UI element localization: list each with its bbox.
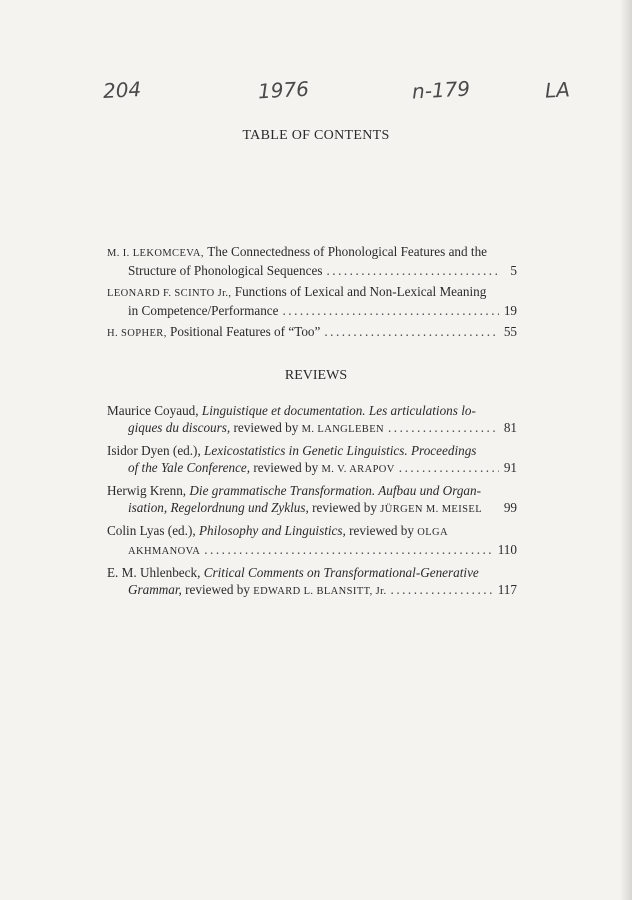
reviews-heading: REVIEWS bbox=[284, 368, 348, 383]
article-title: Positional Features of “Too” bbox=[170, 324, 321, 339]
author: M. I. LEKOMCEVA, bbox=[107, 248, 204, 259]
page-number: 81 bbox=[503, 420, 517, 435]
leader-dots bbox=[388, 419, 499, 436]
book-title: Philosophy and Linguistics, bbox=[198, 523, 346, 538]
review-author: E. M. Uhlenbeck, bbox=[107, 565, 201, 580]
author: H. SOPHER, bbox=[107, 328, 167, 339]
leader-dots bbox=[204, 541, 493, 558]
handwritten-note-1: 204 bbox=[102, 77, 142, 103]
reviewer: EDWARD L. BLANSITT, Jr. bbox=[253, 586, 387, 597]
articles-list bbox=[107, 243, 517, 346]
book-title-cont: giques du discours, bbox=[128, 420, 231, 435]
review-entry bbox=[107, 522, 517, 560]
review-author: Maurice Coyaud, bbox=[107, 403, 199, 418]
reviewed-by: reviewed by bbox=[253, 460, 319, 475]
review-author: Isidor Dyen (ed.), bbox=[107, 443, 201, 458]
review-author: Herwig Krenn, bbox=[107, 483, 187, 498]
reviewer-cont: AKHMANOVA bbox=[128, 546, 201, 557]
page-number: 91 bbox=[503, 460, 517, 475]
page-number: 55 bbox=[503, 324, 517, 339]
leader-dots bbox=[324, 323, 499, 340]
reviewer: OLGA bbox=[417, 527, 449, 538]
reviewed-by: reviewed by bbox=[185, 582, 250, 597]
leader-dots bbox=[326, 262, 499, 279]
reviews-list bbox=[107, 402, 517, 604]
book-title: Die grammatische Transformation. Aufbau und Organ- bbox=[189, 483, 482, 498]
page-number: 117 bbox=[497, 582, 517, 597]
toc-entry bbox=[107, 283, 517, 319]
reviewed-by: reviewed by bbox=[233, 420, 299, 435]
book-title-cont: isation, Regelordnung und Zyklus, bbox=[128, 500, 309, 515]
article-title-cont: in Competence/Performance bbox=[128, 303, 279, 318]
reviewer: M. LANGLEBEN bbox=[301, 424, 384, 435]
review-entry bbox=[107, 402, 517, 438]
reviewer: M. V. ARAPOV bbox=[321, 464, 395, 475]
toc-entry bbox=[107, 323, 517, 342]
article-title: The Connectedness of Phonological Features and the bbox=[207, 244, 488, 259]
page-number: 19 bbox=[503, 303, 517, 318]
page-number: 99 bbox=[503, 500, 517, 515]
handwritten-note-3: n-179 bbox=[411, 76, 471, 104]
reviewed-by: reviewed by bbox=[312, 500, 377, 515]
toc-entry bbox=[107, 243, 517, 279]
handwritten-note-4: LA bbox=[544, 77, 571, 103]
page-number: 110 bbox=[497, 542, 517, 557]
author: LEONARD F. SCINTO Jr., bbox=[107, 288, 232, 299]
review-entry bbox=[107, 442, 517, 478]
article-title: Functions of Lexical and Non-Lexical Meaning bbox=[234, 284, 487, 299]
leader-dots bbox=[391, 581, 494, 598]
page-number: 5 bbox=[510, 263, 517, 278]
book-title-cont: of the Yale Conference, bbox=[128, 460, 251, 475]
reviewer: JÜRGEN M. MEISEL bbox=[380, 504, 483, 515]
leader-dots bbox=[283, 302, 500, 319]
page-title: TABLE OF CONTENTS bbox=[242, 128, 390, 143]
review-entry bbox=[107, 482, 517, 518]
reviewed-by: reviewed by bbox=[349, 523, 414, 538]
book-title: Linguistique et documentation. Les articulations lo- bbox=[201, 403, 476, 418]
book-title: Lexicostatistics in Genetic Linguistics. Proceedings bbox=[204, 443, 477, 458]
leader-dots bbox=[399, 459, 499, 476]
article-title-cont: Structure of Phonological Sequences bbox=[128, 263, 323, 278]
handwritten-note-2: 1976 bbox=[257, 76, 310, 104]
review-entry bbox=[107, 564, 517, 600]
book-title-cont: Grammar, bbox=[128, 582, 182, 597]
book-title: Critical Comments on Transformational-Generative bbox=[203, 565, 479, 580]
review-author: Colin Lyas (ed.), bbox=[107, 523, 196, 538]
